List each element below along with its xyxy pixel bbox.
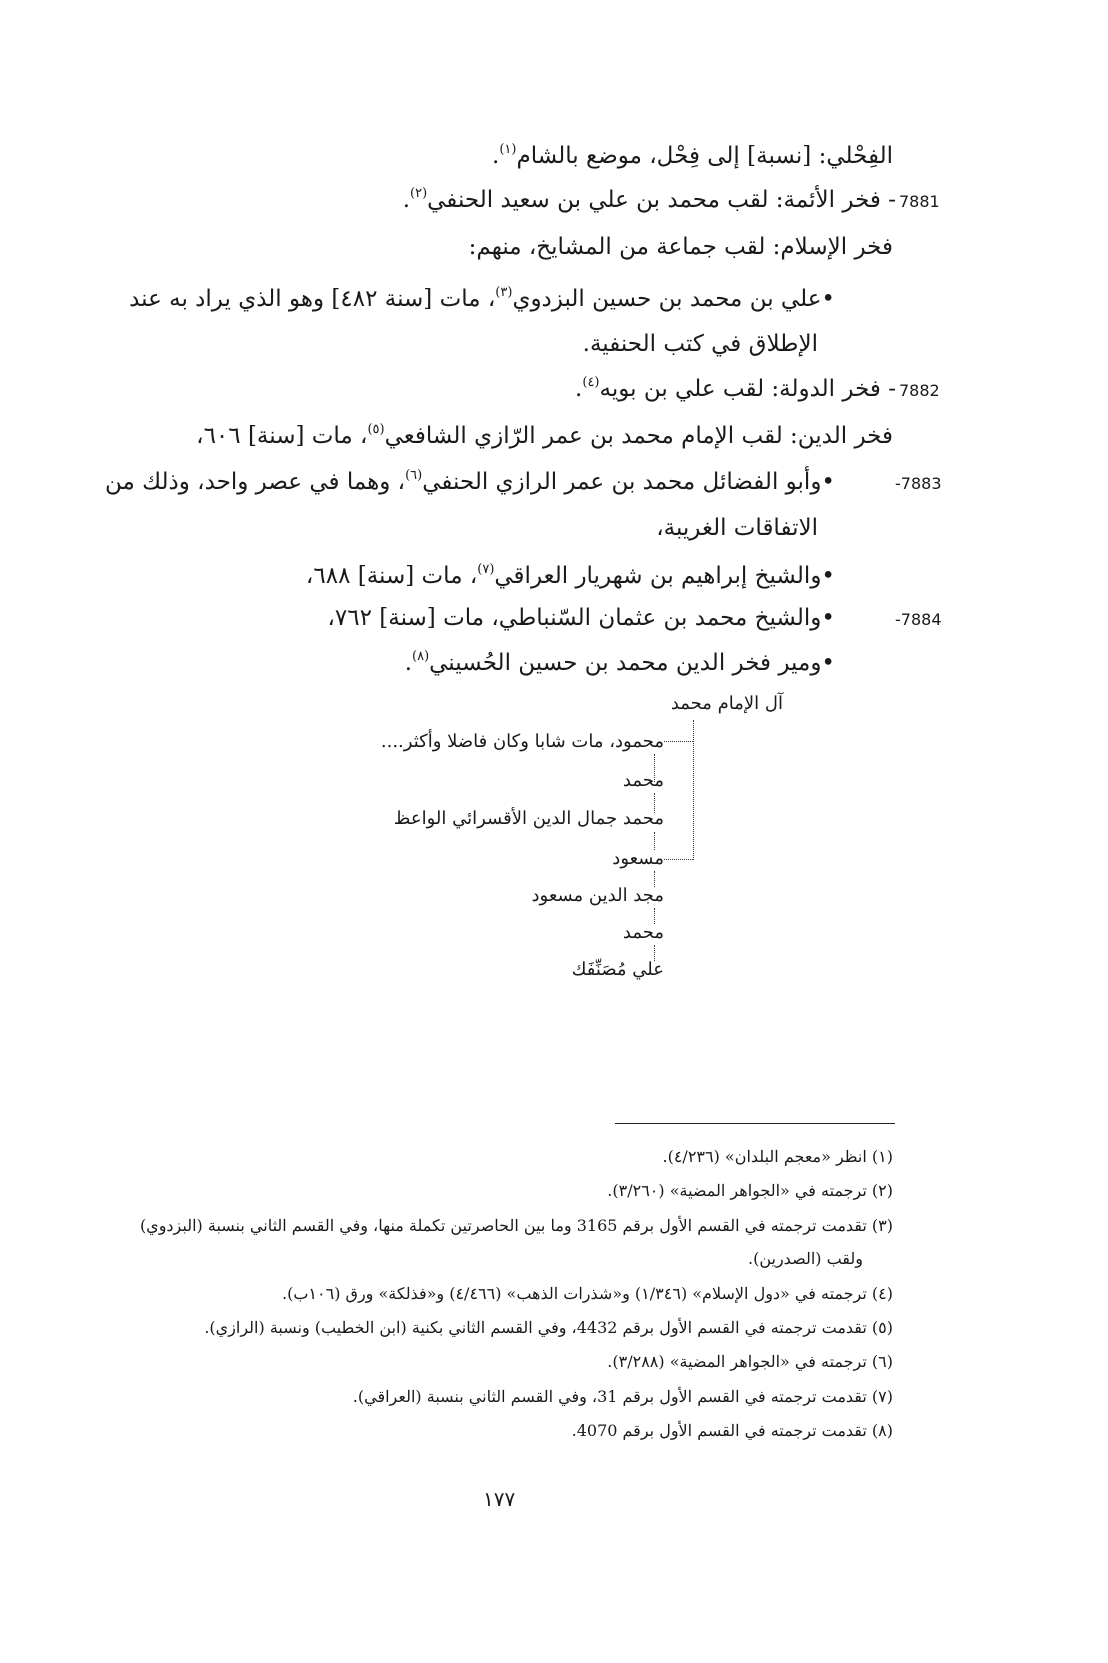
- footnote-ref[interactable]: (٧): [477, 562, 495, 577]
- footnote-ref[interactable]: (٣): [495, 285, 513, 300]
- tree-connector: [664, 859, 693, 860]
- entry-number: -7884: [895, 610, 942, 629]
- entry-number: 7881: [899, 192, 940, 211]
- entry-ali-bazdawi: •علي بن محمد بن حسين البزدوي$^{(٣)}$، مات [سنة ٤٨٢] وهو الذي يراد به عند: [129, 285, 835, 312]
- footnote-ref[interactable]: (٢): [410, 186, 428, 201]
- footnote-ref[interactable]: (٤): [582, 375, 600, 390]
- page-number: ١٧٧: [483, 1487, 516, 1511]
- footnote-1: (١) انظر «معجم البلدان» (٤/٢٣٦).: [662, 1147, 893, 1166]
- entry-ibrahim-iraqi: •والشيخ إبراهيم بن شهريار العراقي$^{(٧)}$، مات [سنة] ٦٨٨،: [305, 562, 835, 589]
- entry-sunbati: •والشيخ محمد بن عثمان السّنباطي، مات [سنة] ٧٦٢،: [327, 605, 835, 631]
- entry-fakhr-al-aimma: - فخر الأئمة: لقب محمد بن علي بن سعيد الحنفي$^{(٢)}$.: [402, 186, 896, 213]
- tree-connector: [664, 741, 693, 742]
- footnote-5: (٥) تقدمت ترجمته في القسم الأول برقم 4432، وفي القسم الثاني بكنية (ابن الخطيب) ونسبة (الرازي).: [204, 1318, 893, 1337]
- entry-fakhr-al-din: فخر الدين: لقب الإمام محمد بن عمر الرّازي الشافعي$^{(٥)}$، مات [سنة] ٦٠٦،: [196, 422, 893, 449]
- footnote-separator: [615, 1123, 895, 1124]
- tree-root: آل الإمام محمد: [670, 693, 783, 714]
- entry-number: -7883: [895, 474, 942, 493]
- tree-node: محمد: [622, 770, 664, 791]
- tree-node: محمد جمال الدين الأقسرائي الواعظ: [393, 808, 664, 829]
- footnote-ref[interactable]: (١): [499, 142, 517, 157]
- footnote-4: (٤) ترجمته في «دول الإسلام» (١/٣٤٦) و«شذرات الذهب» (٤/٤٦٦) و«فذلكة» ورق (١٠٦ب).: [282, 1284, 893, 1303]
- tree-node: مجد الدين مسعود: [531, 885, 664, 906]
- footnote-ref[interactable]: (٦): [405, 468, 423, 483]
- tree-node: محمود، مات شابا وكان فاضلا وأكثر....: [380, 731, 664, 752]
- tree-node: مسعود: [612, 848, 664, 869]
- entry-mir-fakhr-al-din: •ومير فخر الدين محمد بن حسين الحُسيني$^{(٨)}$.: [404, 649, 835, 676]
- entry-fihli: الفِحْلي: [نسبة] إلى فِحْل، موضع بالشام$^{(١)}$.: [492, 142, 893, 169]
- tree-node: علي مُصَنِّفَك: [571, 959, 664, 980]
- tree-node: محمد: [622, 922, 664, 943]
- footnote-ref[interactable]: (٥): [367, 422, 385, 437]
- entry-abu-al-fadail: •وأبو الفضائل محمد بن عمر الرازي الحنفي$^{(٦)}$، وهما في عصر واحد، وذلك من: [104, 468, 835, 495]
- footnote-6: (٦) ترجمته في «الجواهر المضية» (٣/٢٨٨).: [607, 1352, 893, 1371]
- entry-fakhr-al-dawla: - فخر الدولة: لقب علي بن بويه$^{(٤)}$.: [575, 375, 896, 402]
- entry-number: 7882: [899, 381, 940, 400]
- footnote-7: (٧) تقدمت ترجمته في القسم الأول برقم 31، وفي القسم الثاني بنسبة (العراقي).: [352, 1387, 893, 1406]
- footnote-3: (٣) تقدمت ترجمته في القسم الأول برقم 3165 وما بين الحاصرتين تكملة منها، وفي القسم الثاني بنسبة (البزدوي): [139, 1216, 893, 1235]
- footnote-ref[interactable]: (٨): [412, 649, 430, 664]
- tree-connector: [693, 720, 694, 860]
- footnote-3-continuation: ولقب (الصدرين).: [747, 1249, 863, 1268]
- entry-fakhr-al-islam: فخر الإسلام: لقب جماعة من المشايخ، منهم:: [468, 234, 893, 260]
- footnote-2: (٢) ترجمته في «الجواهر المضية» (٣/٢٦٠).: [607, 1181, 893, 1200]
- entry-continuation: الاتفاقات الغريبة،: [656, 515, 818, 541]
- entry-continuation: الإطلاق في كتب الحنفية.: [582, 331, 818, 357]
- footnote-8: (٨) تقدمت ترجمته في القسم الأول برقم 4070.: [571, 1421, 893, 1440]
